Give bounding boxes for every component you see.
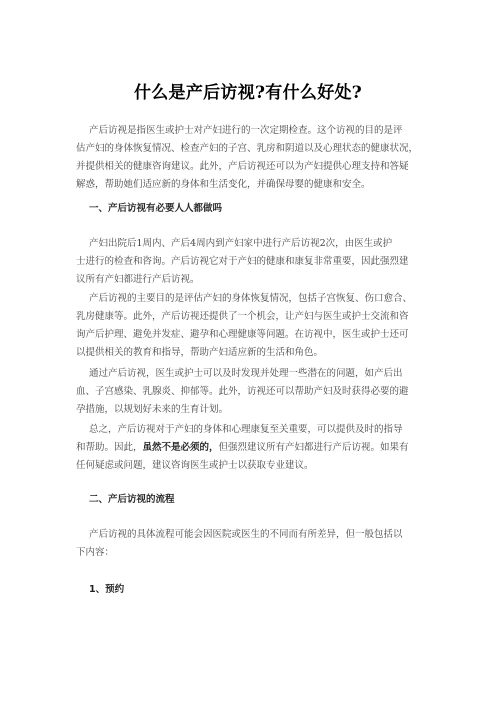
section-heading-necessity: 一、产后访视有必要人人都做吗	[89, 203, 223, 214]
text-line: 产后访视是指医生或护士对产妇进行的一次定期检查。这个访视的目的是评	[89, 125, 403, 136]
text-line: 产妇出院后1周内、产后4周内到产妇家中进行产后访视2次，由医生或护	[89, 238, 393, 249]
text-line: 任何疑虑或问题，建议咨询医生或护士以获取专业建议。	[76, 460, 314, 471]
text-line: 总之，产后访视对于产妇的身体和心理康复至关重要，可以提供及时的指导	[89, 424, 403, 435]
text-line: 询产后护理、避免并发症、避孕和心理健康等问题。在访视中，医生或护士还可	[76, 329, 409, 340]
intro-paragraph	[76, 122, 428, 194]
text-line	[76, 439, 428, 457]
emphasis-text: 虽然不是必须的，	[142, 442, 219, 453]
text-line: 估产妇的身体恢复情况、检查产妇的子宫、乳房和阴道以及心理状态的健康状况，	[76, 143, 419, 154]
text-line: 解惑，帮助她们适应新的身体和生活变化，并确保母婴的健康和安全。	[76, 179, 371, 190]
text-fragment: 但强烈建议所有产妇都进行产后访视。如果有	[218, 442, 409, 453]
subheading-appointment: 1、预约	[89, 584, 125, 595]
section2-paragraph-1	[76, 526, 428, 562]
section1-paragraph-3	[76, 365, 428, 419]
section1-paragraph-2	[76, 290, 428, 362]
text-fragment: 和帮助。因此，	[76, 442, 143, 453]
text-line: 士进行的检查和咨询。产后访视它对于产妇的健康和康复非常重要，因此强烈建	[76, 256, 409, 267]
section-heading-process: 二、产后访视的流程	[89, 494, 175, 505]
text-line: 产后访视的具体流程可能会因医院或医生的不同而有所差异，但一般包括以	[89, 529, 403, 540]
text-line: 以提供相关的教育和指导，帮助产妇适应新的生活和角色。	[76, 347, 324, 358]
text-line: 产后访视的主要目的是评估产妇的身体恢复情况，包括子宫恢复、伤口愈合、	[89, 293, 413, 304]
text-line: 通过产后访视，医生或护士可以及时发现并处理一些潜在的问题，如产后出	[89, 368, 403, 379]
text-line: 乳房健康等。此外，产后访视还提供了一个机会，让产妇与医生或护士交流和咨	[76, 311, 409, 322]
text-line: 并提供相关的健康咨询建议。此外，产后访视还可以为产妇提供心理支持和答疑	[76, 161, 409, 172]
text-line: 孕措施，以规划好未来的生育计划。	[76, 404, 229, 415]
section1-paragraph-1	[76, 235, 428, 289]
text-line: 议所有产妇都进行产后访视。	[76, 274, 200, 285]
text-line: 下内容：	[76, 547, 115, 558]
text-line: 血、子宫感染、乳腺炎、抑郁等。此外，访视还可以帮助产妇及时获得必要的避	[76, 386, 409, 397]
section1-paragraph-4	[76, 421, 428, 475]
page-title: 什么是产后访视?有什么好处?	[133, 83, 363, 103]
